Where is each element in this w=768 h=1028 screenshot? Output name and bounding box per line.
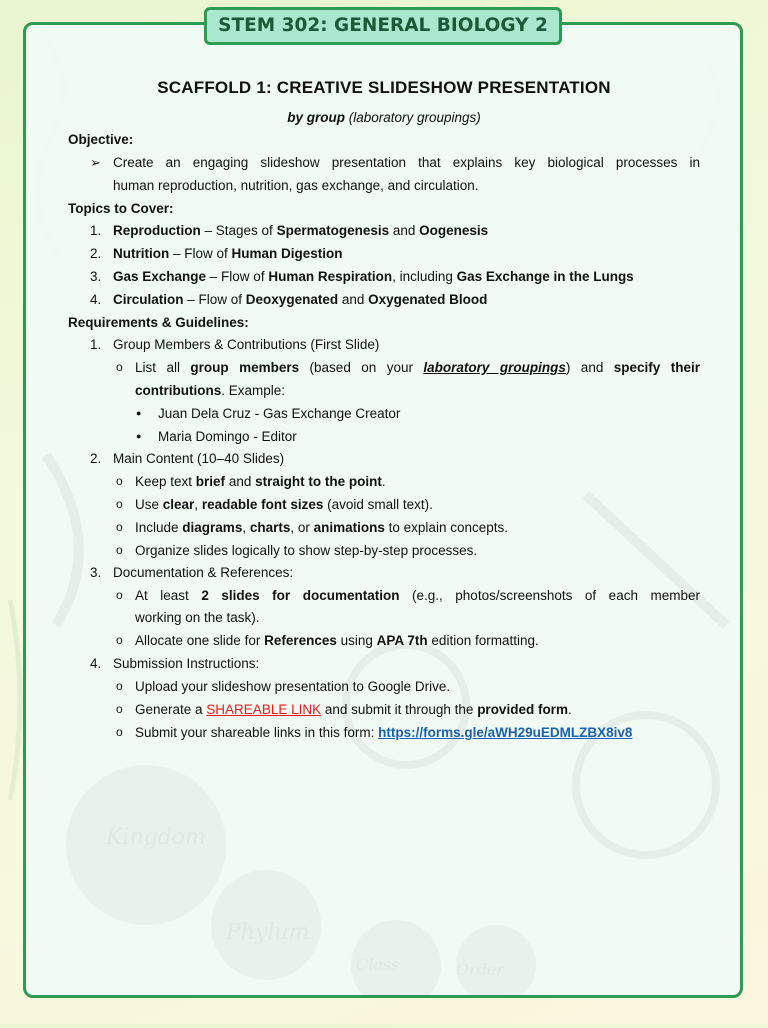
arrow-bullet-icon: ➢	[90, 155, 101, 170]
req4-item: Submit your shareable links in this form: https://forms.gle/aWH29uEDMLZBX8iv8	[135, 725, 633, 740]
req3-item: At least 2 slides for documentation (e.g., photos/screenshots of each member	[135, 588, 700, 603]
example-item: Juan Dela Cruz - Gas Exchange Creator	[158, 406, 401, 421]
circle-bullet-icon: o	[116, 520, 123, 534]
circle-bullet-icon: o	[116, 702, 123, 716]
req3-title: Documentation & References:	[113, 565, 294, 580]
req3-item: Allocate one slide for References using APA 7th edition formatting.	[135, 633, 539, 648]
req4-item: Generate a SHAREABLE LINK and submit it through the provided form.	[135, 702, 572, 717]
req1-line-2: contributions. Example:	[135, 383, 286, 398]
dot-bullet-icon: ●	[136, 431, 142, 441]
req2-item: Keep text brief and straight to the point.	[135, 474, 386, 489]
circle-bullet-icon: o	[116, 543, 123, 557]
circle-bullet-icon: o	[116, 633, 123, 647]
objective-line-1: Create an engaging slideshow presentation that explains key biological processes in	[113, 155, 700, 170]
req-number: 3.	[90, 565, 102, 580]
req1-title: Group Members & Contributions (First Slide)	[113, 337, 380, 352]
req1-line-1: List all group members (based on your laboratory groupings) and specify their	[135, 360, 700, 375]
form-link[interactable]: https://forms.gle/aWH29uEDMLZBX8iv8	[378, 725, 633, 740]
req2-item: Include diagrams, charts, or animations to explain concepts.	[135, 520, 508, 535]
req-number: 2.	[90, 451, 102, 466]
requirements-heading: Requirements & Guidelines:	[68, 315, 249, 330]
req4-item: Upload your slideshow presentation to Google Drive.	[135, 679, 451, 694]
circle-bullet-icon: o	[116, 360, 123, 374]
req2-item: Use clear, readable font sizes (avoid small text).	[135, 497, 433, 512]
document-subtitle: by group (laboratory groupings)	[287, 110, 481, 125]
req-number: 1.	[90, 337, 102, 352]
example-item: Maria Domingo - Editor	[158, 429, 297, 444]
circle-bullet-icon: o	[116, 725, 123, 739]
watermark-order: Order	[456, 960, 505, 979]
req-number: 4.	[90, 656, 102, 671]
req4-title: Submission Instructions:	[113, 656, 260, 671]
circle-bullet-icon: o	[116, 474, 123, 488]
req2-title: Main Content (10–40 Slides)	[113, 451, 285, 466]
circle-bullet-icon: o	[116, 679, 123, 693]
req3-item-continued: working on the task).	[135, 610, 260, 625]
watermark-class: Class	[356, 955, 400, 974]
document-title: SCAFFOLD 1: CREATIVE SLIDESHOW PRESENTATION	[157, 78, 611, 97]
shareable-link-text: SHAREABLE LINK	[206, 702, 322, 717]
course-title-tab: STEM 302: GENERAL BIOLOGY 2	[204, 7, 562, 45]
watermark-kingdom: Kingdom	[106, 825, 206, 850]
topics-heading: Topics to Cover:	[68, 201, 174, 216]
req2-item: Organize slides logically to show step-by-step processes.	[135, 543, 478, 558]
dot-bullet-icon: ●	[136, 408, 142, 418]
circle-bullet-icon: o	[116, 497, 123, 511]
objective-line-2: human reproduction, nutrition, gas exchange, and circulation.	[113, 178, 479, 193]
watermark-phylum: Phylum	[226, 920, 310, 945]
circle-bullet-icon: o	[116, 588, 123, 602]
objective-heading: Objective:	[68, 132, 134, 147]
